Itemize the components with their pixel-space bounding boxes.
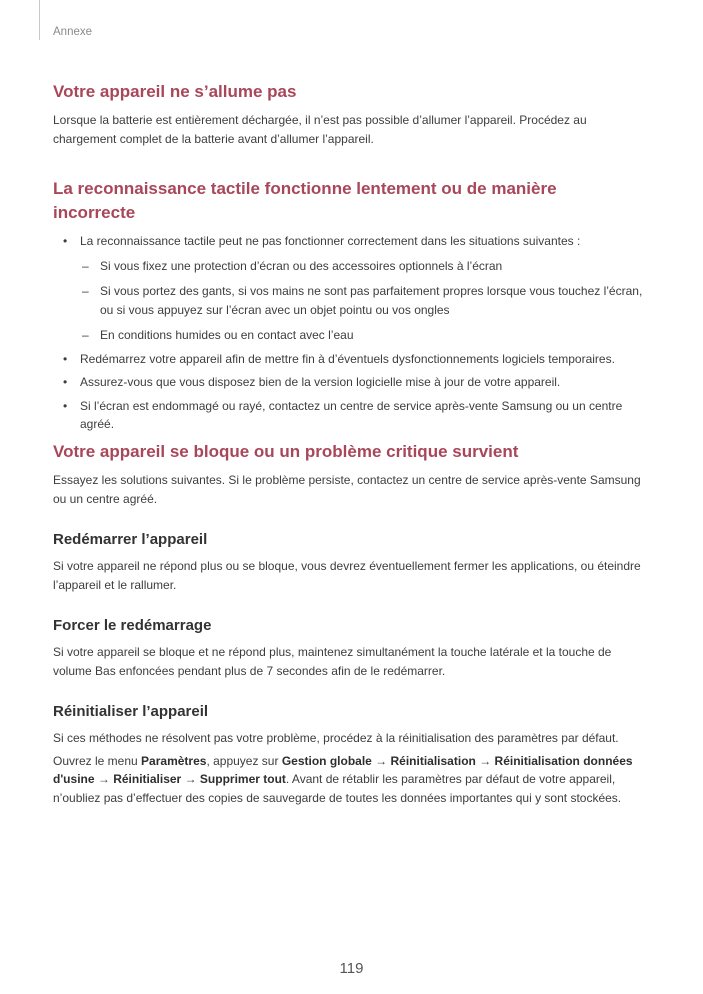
margin-rule (39, 0, 40, 40)
text-run: . Avant de rétablir les paramètres par défaut de votre appareil, n’oubliez pas d’effectuer des copies de sauvegarde de toutes les données importantes qui y sont stockées. (53, 772, 622, 805)
arrow: → (371, 753, 391, 768)
list-item: • Si l’écran est endommagé ou rayé, contactez un centre de service après-vente Samsung ou un centre agréé. (53, 397, 643, 434)
section-device-freezes (53, 440, 643, 807)
subsection-text: Si votre appareil ne répond plus ou se bloque, vous devrez éventuellement fermer les applications, ou éteindre l’appareil et le rallumer. (53, 559, 641, 592)
subsection-title-reset: Réinitialiser l’appareil (53, 703, 209, 720)
subsection-text: Si votre appareil se bloque et ne répond plus, maintenez simultanément la touche latérale et la touche de volume Bas enfoncées pendant plus de 7 secondes afin de le redémarrer. (53, 645, 612, 678)
section-title: Votre appareil ne s’allume pas (53, 82, 297, 101)
list-item: • Redémarrez votre appareil afin de mettre fin à d’éventuels dysfonctionnements logiciels temporaires. (53, 350, 643, 369)
section-no-power-on (53, 80, 643, 148)
list-item: • Assurez-vous que vous disposez bien de la version logicielle mise à jour de votre appareil. (53, 373, 643, 392)
section-title: La reconnaissance tactile fonctionne lentement ou de manière incorrecte (53, 179, 557, 222)
menu-term: Réinitialiser (113, 772, 182, 786)
list-item: – En conditions humides ou en contact avec l’eau (80, 326, 643, 345)
list-item: – Si vous fixez une protection d’écran ou des accessoires optionnels à l’écran (80, 257, 643, 276)
list-item (53, 232, 643, 345)
menu-term: Réinitialisation (390, 753, 476, 768)
subsection-title-force-restart: Forcer le redémarrage (53, 617, 212, 634)
running-header: Annexe (53, 26, 93, 38)
bullet-list (53, 232, 643, 434)
menu-term: Paramètres (141, 753, 207, 768)
arrow: → (94, 772, 114, 786)
page-number: 119 (339, 960, 364, 977)
arrow: → (475, 753, 495, 768)
menu-term: Supprimer tout (199, 772, 286, 786)
dash-list (80, 257, 643, 345)
section-title: Votre appareil se bloque ou un problème critique survient (53, 442, 519, 461)
subsection-title-restart: Redémarrer l’appareil (53, 531, 208, 548)
section-text: Lorsque la batterie est entièrement déchargée, il n’est pas possible d’allumer l’appareil. Procédez au chargement complet de la batterie avant d’allumer l’appareil. (53, 113, 587, 146)
subsection-text: Si ces méthodes ne résolvent pas votre problème, procédez à la réinitialisation des paramètres par défaut. (53, 731, 619, 745)
list-item-text: La reconnaissance tactile peut ne pas fonctionner correctement dans les situations suivantes : (80, 234, 581, 248)
section-touch-recognition (53, 177, 643, 439)
arrow: → (181, 772, 200, 786)
menu-term: Réinitialisation données d'usine (53, 753, 633, 786)
menu-term: Gestion globale (281, 753, 372, 768)
text-run: , appuyez sur (206, 753, 282, 768)
list-item: – Si vous portez des gants, si vos mains ne sont pas parfaitement propres lorsque vous touchez l’écran, ou si vous appuyez sur l’écran avec un objet pointu ou vos ongles (80, 282, 643, 319)
text-run: Ouvrez le menu (53, 753, 142, 768)
section-text: Essayez les solutions suivantes. Si le problème persiste, contactez un centre de service après-vente Samsung ou un centre agréé. (53, 473, 641, 506)
subsection-text-menu-path (53, 752, 643, 808)
